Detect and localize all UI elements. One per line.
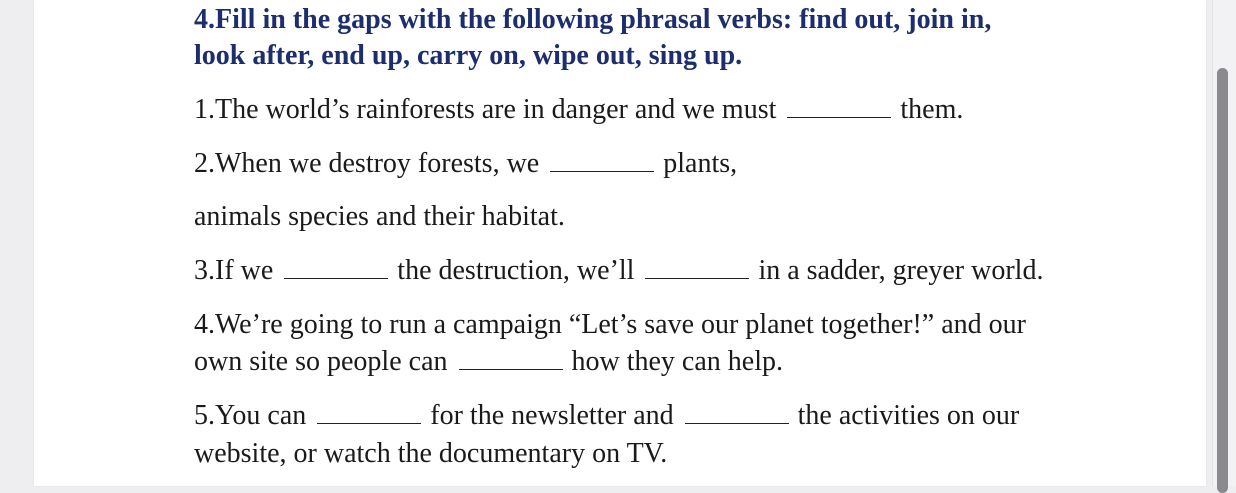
sentence-4-part-b: how they can help. [571,346,783,377]
sentence-2 [194,146,737,182]
sentence-3-part-c: in a sadder, greyer world. [758,255,1044,286]
sentence-3-part-a: 3.If we [194,255,274,286]
sentence-2-part-b: plants, [663,148,738,179]
exercise-heading-line-1: 4.Fill in the gaps with the following phrasal verbs: find out, join in, [194,4,992,35]
gap-5b [685,401,789,424]
sentence-1 [194,92,963,128]
sentence-4-continued [194,344,783,380]
sentence-5-part-a: 5.You can [194,400,307,431]
gap-4 [459,347,563,370]
scrollbar-thumb[interactable] [1217,68,1228,493]
sentence-3-part-b: the destruction, we’ll [397,255,635,286]
gap-1 [787,95,891,118]
gap-2 [550,149,654,172]
gap-3b [645,256,749,279]
sentence-5-part-b: for the newsletter and [430,400,674,431]
sentence-2-continued: animals species and their habitat. [194,201,565,232]
sentence-1-part-b: them. [900,94,964,125]
sentence-1-part-a: 1.The world’s rainforests are in danger and we must [194,94,777,125]
sentence-3 [194,253,1043,289]
sentence-5 [194,398,1019,434]
sentence-5-part-c: the activities on our [797,400,1020,431]
exercise-heading-line-2: look after, end up, carry on, wipe out, sing up. [194,40,743,71]
gap-5a [317,401,421,424]
gap-3a [284,256,388,279]
sentence-4: 4.We’re going to run a campaign “Let’s save our planet together!” and our [194,309,1026,340]
sentence-2-part-a: 2.When we destroy forests, we [194,148,540,179]
sentence-4-part-a: own site so people can [194,346,448,377]
sentence-5-continued: website, or watch the documentary on TV. [194,438,668,469]
